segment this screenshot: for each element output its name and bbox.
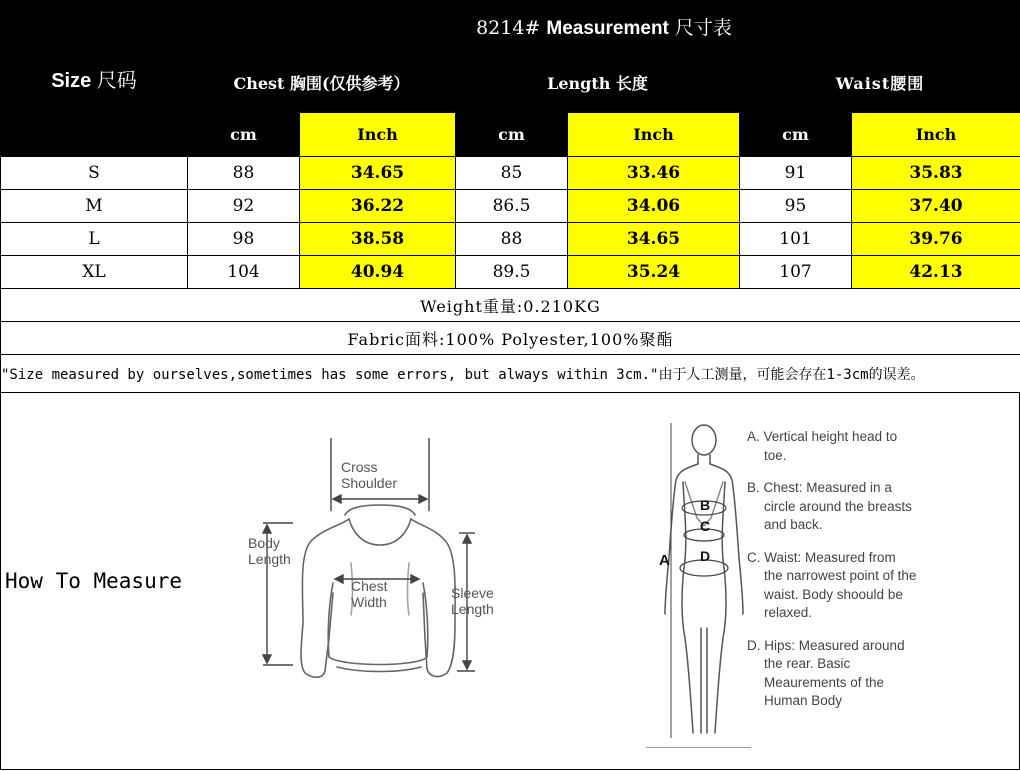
size-header xyxy=(1,1,188,157)
length-inch-cell: 33.46 xyxy=(568,157,740,190)
table-row xyxy=(1,157,1020,190)
measure-legend xyxy=(747,428,917,725)
length-header: Length 长度 xyxy=(456,53,740,113)
fabric-row: Fabric面料:100% Polyester,100%聚酯 xyxy=(1,322,1020,355)
table-row xyxy=(1,223,1020,256)
chest-cm-cell: 88 xyxy=(188,157,300,190)
length-inch-cell: 34.65 xyxy=(568,223,740,256)
marker-b: B xyxy=(700,497,711,513)
marker-d: D xyxy=(700,548,711,564)
body-length-label: Length xyxy=(248,551,291,567)
garment-measure-diagram xyxy=(241,433,511,693)
waist-cm-unit: cm xyxy=(740,113,852,157)
length-cm-cell: 89.5 xyxy=(456,256,568,289)
how-to-measure-label: How To Measure xyxy=(5,569,183,593)
size-header-en: Size xyxy=(51,70,92,92)
chest-inch-cell: 38.58 xyxy=(300,223,456,256)
waist-cm-cell: 91 xyxy=(740,157,852,190)
length-cm-cell: 88 xyxy=(456,223,568,256)
size-cell: XL xyxy=(1,256,188,289)
title-main: Measurement xyxy=(546,18,669,39)
legend-item-a: A. Vertical height head to toe. xyxy=(747,429,898,463)
size-cell: M xyxy=(1,190,188,223)
waist-inch-unit: Inch xyxy=(852,113,1020,157)
waist-inch-cell: 35.83 xyxy=(852,157,1020,190)
body-figure-diagram xyxy=(641,418,751,748)
chest-inch-cell: 34.65 xyxy=(300,157,456,190)
chest-width-label: Width xyxy=(351,594,387,610)
sleeve-length-label: Length xyxy=(451,601,494,617)
table-row xyxy=(1,256,1020,289)
chest-cm-cell: 92 xyxy=(188,190,300,223)
waist-inch-cell: 39.76 xyxy=(852,223,1020,256)
measurement-note: "Size measured by ourselves,sometimes has some errors, but always within 3cm."由于人工测量，可能会存在1-3cm的误差。 xyxy=(1,355,1020,393)
length-cm-cell: 85 xyxy=(456,157,568,190)
sleeve-length-label: Sleeve xyxy=(451,585,494,601)
title-cn: 尺寸表 xyxy=(668,17,732,39)
length-cm-unit: cm xyxy=(456,113,568,157)
length-inch-cell: 35.24 xyxy=(568,256,740,289)
table-row xyxy=(1,190,1020,223)
waist-inch-cell: 42.13 xyxy=(852,256,1020,289)
title-code: 8214# xyxy=(476,17,547,39)
legend-item-c: C. Waist: Measured from the narrowest point of the waist. Body shoould be relaxed. xyxy=(747,549,917,620)
body-length-label: Body xyxy=(248,535,280,551)
length-inch-cell: 34.06 xyxy=(568,190,740,223)
size-cell: L xyxy=(1,223,188,256)
table-title xyxy=(188,1,1020,53)
chest-cm-cell: 104 xyxy=(188,256,300,289)
legend-item-b: B. Chest: Measured in a circle around the breasts and back. xyxy=(747,480,912,532)
marker-a: A xyxy=(659,552,670,569)
how-to-measure-section xyxy=(0,393,1020,770)
waist-cm-cell: 101 xyxy=(740,223,852,256)
chest-inch-unit: Inch xyxy=(300,113,456,157)
waist-cm-cell: 107 xyxy=(740,256,852,289)
length-cm-cell: 86.5 xyxy=(456,190,568,223)
marker-c: C xyxy=(700,518,711,534)
chest-inch-cell: 40.94 xyxy=(300,256,456,289)
chest-inch-cell: 36.22 xyxy=(300,190,456,223)
legend-item-d: D. Hips: Measured around the rear. Basic Meaurements of the Human Body xyxy=(747,637,905,708)
weight-row: Weight重量:0.210KG xyxy=(1,289,1020,322)
waist-cm-cell: 95 xyxy=(740,190,852,223)
chest-cm-unit: cm xyxy=(188,113,300,157)
waist-inch-cell: 37.40 xyxy=(852,190,1020,223)
cross-shoulder-label: Cross xyxy=(341,459,378,475)
chest-header: Chest 胸围(仅供参考） xyxy=(188,53,456,113)
chest-cm-cell: 98 xyxy=(188,223,300,256)
cross-shoulder-label: Shoulder xyxy=(341,475,398,491)
waist-header: Waist腰围 xyxy=(740,53,1020,113)
size-header-cn: 尺码 xyxy=(91,70,137,92)
size-cell: S xyxy=(1,157,188,190)
length-inch-unit: Inch xyxy=(568,113,740,157)
chest-width-label: Chest xyxy=(351,578,388,594)
